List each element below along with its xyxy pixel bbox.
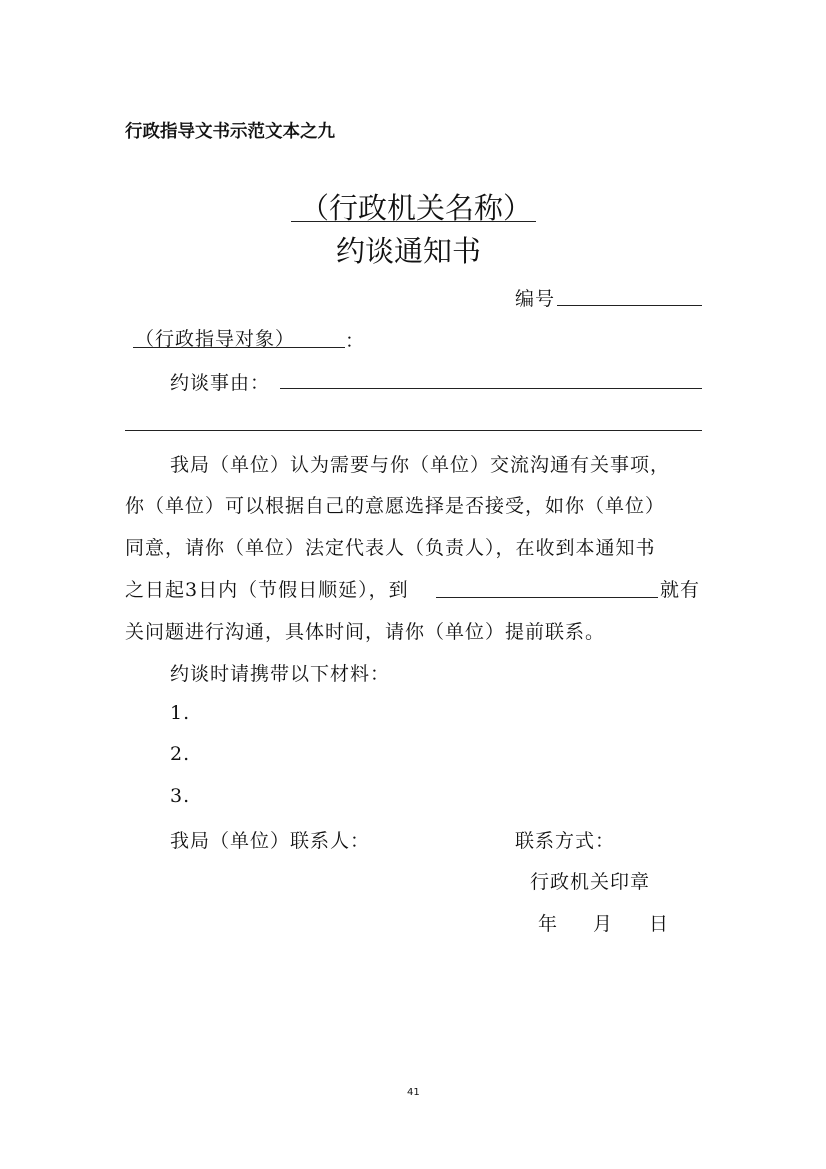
- date-day: 日: [649, 913, 670, 935]
- material-item-3: 3.: [170, 785, 191, 807]
- reason-label: 约谈事由：: [170, 372, 271, 394]
- material-item-2: 2.: [170, 743, 191, 765]
- seal-label: 行政机关印章: [530, 871, 651, 893]
- date-year: 年: [538, 913, 559, 935]
- agency-title: （行政机关名称）: [300, 191, 533, 225]
- body-line-4-end: 就有: [660, 579, 701, 601]
- number-label: 编号: [515, 288, 556, 310]
- agency-underline: [291, 221, 536, 222]
- document-title: 约谈通知书: [336, 234, 482, 268]
- section-label: 行政指导文书示范文本之九: [125, 122, 335, 142]
- body-line-2: 你（单位）可以根据自己的意愿选择是否接受，如你（单位）: [125, 495, 666, 517]
- body-line-5: 关问题进行沟通，具体时间，请你（单位）提前联系。: [125, 621, 606, 643]
- page-number: 41: [407, 1087, 420, 1098]
- contact-person-label: 我局（单位）联系人：: [170, 830, 371, 852]
- materials-intro: 约谈时请携带以下材料：: [170, 663, 391, 685]
- material-item-1: 1.: [170, 702, 191, 724]
- addressee: （行政指导对象）: [135, 328, 296, 350]
- number-field-line[interactable]: [557, 305, 702, 306]
- body-line-1: 我局（单位）认为需要与你（单位）交流沟通有关事项，: [170, 454, 671, 476]
- addressee-underline: [133, 347, 345, 348]
- contact-method-label: 联系方式：: [515, 830, 616, 852]
- date-month: 月: [593, 913, 614, 935]
- location-field-line[interactable]: [436, 597, 658, 598]
- addressee-colon: ：: [345, 330, 366, 352]
- body-line-3: 同意，请你（单位）法定代表人（负责人），在收到本通知书: [125, 537, 656, 559]
- reason-field-line-1[interactable]: [280, 388, 702, 389]
- reason-field-line-2[interactable]: [125, 430, 702, 431]
- body-line-4-start: 之日起3日内（节假日顺延），到: [125, 579, 409, 601]
